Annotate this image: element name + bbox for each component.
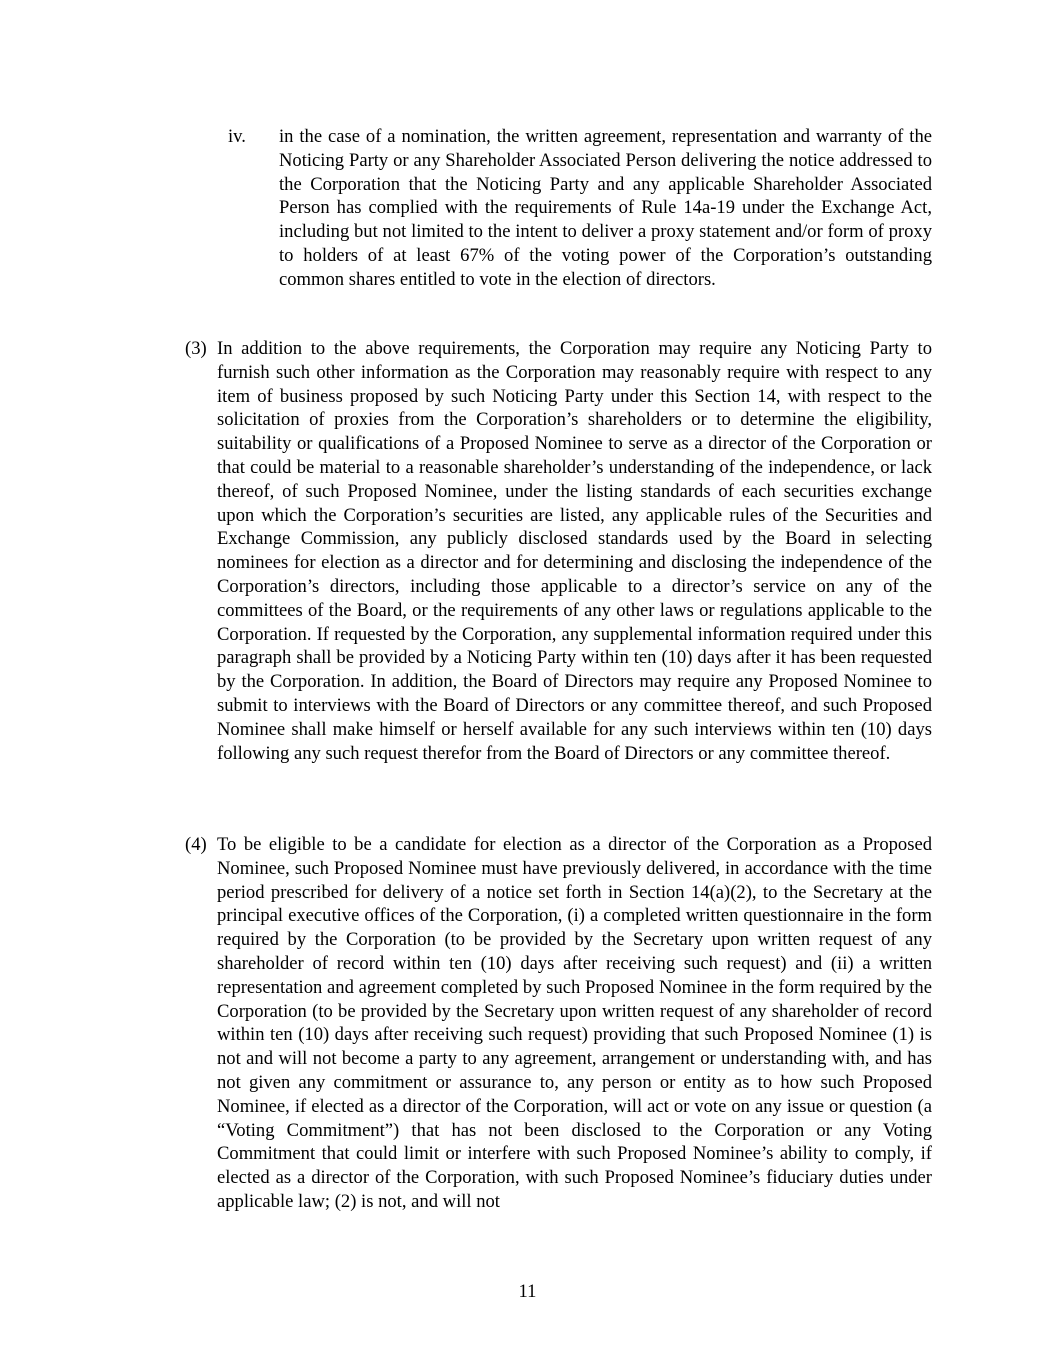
- paragraph-3-text: In addition to the above requirements, the Corporation may require any Noticing Party to furnish such other information as the Corporation may reasonably require with respect to any item of business proposed by such Noticing Party under this Section 14, with respect to the solicitation of proxies from the Corporation’s shareholders or to determine the eligibility, suitability or qualifications of a Proposed Nominee to serve as a director of the Corporation or that could be material to a reasonable shareholder’s understanding of the independence, or lack thereof, of such Proposed Nominee, under the listing standards of each securities exchange upon which the Corporation’s securities are listed, any applicable rules of the Securities and Exchange Commission, any publicly disclosed standards used by the Board in selecting nominees for election as a director and for determining and disclosing the independence of the Corporation’s directors, including those applicable to a director’s service on any of the committees of the Board, or the requirements of any other laws or regulations applicable to the Corporation. If requested by the Corporation, any supplemental information required under this paragraph shall be provided by a Noticing Party within ten (10) days after it has been requested by the Corporation. In addition, the Board of Directors may require any Proposed Nominee to submit to interviews with the Board of Directors or any committee thereof, and such Proposed Nominee shall make himself or herself available for any such interviews within ten (10) days following any such request therefor from the Board of Directors or any committee thereof.: [217, 338, 932, 764]
- item-iv-text: in the case of a nomination, the written agreement, representation and warranty of the Noticing Party or any Shareholder Associated Person delivering the notice addressed to the Corporation that the Noticing Party and any applicable Shareholder Associated Person has complied with the requirements of Rule 14a-19 under the Exchange Act, including but not limited to the intent to deliver a proxy statement and/or form of proxy to holders of at least 67% of the voting power of the Corporation’s outstanding common shares entitled to vote in the election of directors.: [279, 126, 932, 290]
- paragraph-4-marker: (4): [185, 834, 207, 855]
- paragraph-4-text: To be eligible to be a candidate for election as a director of the Corporation as a Proposed Nominee, such Proposed Nominee must have previously delivered, in accordance with the time period prescribed for delivery of a notice set forth in Section 14(a)(2), to the Secretary at the principal executive offices of the Corporation, (i) a completed written questionnaire in the form required by the Corporation (to be provided by the Secretary upon written request of any shareholder of record within ten (10) days after receiving such request) and (ii) a written representation and agreement completed by such Proposed Nominee in the form required by the Corporation (to be provided by the Secretary upon written request of any shareholder of record within ten (10) days after receiving such request) providing that such Proposed Nominee (1) is not and will not become a party to any agreement, arrangement or understanding with, and has not given any commitment or assurance to, any person or entity as to how such Proposed Nominee, if elected as a director of the Corporation, will act or vote on any issue or question (a “Voting Commitment”) that has not been disclosed to the Corporation or any Voting Commitment that could limit or interfere with such Proposed Nominee’s ability to comply, if elected as a director of the Corporation, with such Proposed Nominee’s fiduciary duties under applicable law; (2) is not, and will not: [217, 834, 932, 1212]
- page-number: 11: [518, 1281, 537, 1302]
- paragraph-3-marker: (3): [185, 338, 207, 359]
- item-iv-marker: iv.: [228, 126, 246, 147]
